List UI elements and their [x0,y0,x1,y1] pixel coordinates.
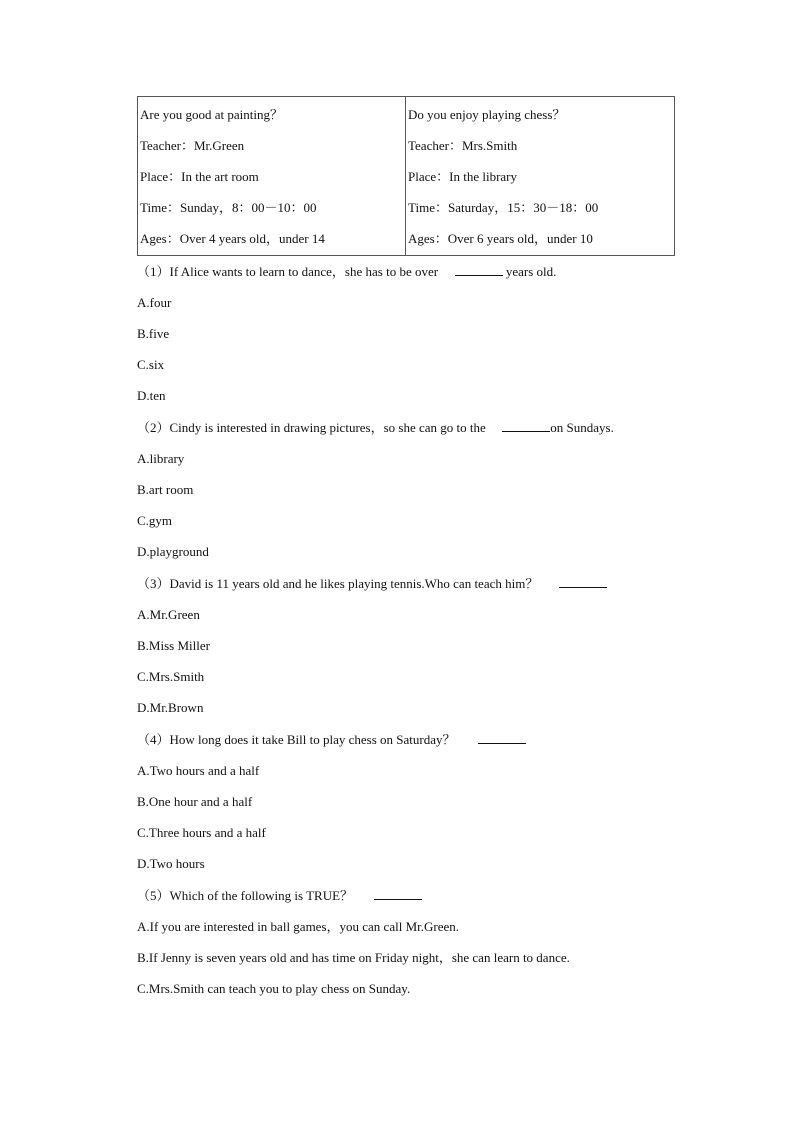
option-1c[interactable]: C.six [137,357,165,372]
chess-club-teacher: Teacher：Mrs.Smith [408,138,518,153]
painting-club-time: Time：Sunday，8：00－10：00 [140,200,317,215]
question-2-stem: （2）Cindy is interested in drawing pictures，so she can go to the [137,420,486,435]
question-1-stem-end: years old. [505,264,557,279]
painting-club-cell [138,97,406,255]
option-3d[interactable]: D.Mr.Brown [137,700,204,715]
chess-club-cell [406,97,674,255]
question-3-stem: （3）David is 11 years old and he likes playing tennis.Who can teach him？ [137,576,539,591]
option-2c[interactable]: C.gym [137,513,173,528]
painting-club-place: Place：In the art room [140,169,259,184]
option-3a[interactable]: A.Mr.Green [137,607,200,622]
question-4 [137,732,526,748]
answer-blank-4[interactable] [478,732,526,744]
option-4a[interactable]: A.Two hours and a half [137,763,260,778]
answer-blank-5[interactable] [374,888,422,900]
option-5b[interactable]: B.If Jenny is seven years old and has time on Friday night，she can learn to dance. [137,950,570,965]
question-1 [137,264,556,280]
question-5-stem: （5）Which of the following is TRUE？ [137,888,354,903]
chess-club-place: Place：In the library [408,169,518,184]
answer-blank-3[interactable] [559,576,607,588]
option-1b[interactable]: B.five [137,326,170,341]
chess-club-ages: Ages：Over 6 years old，under 10 [408,231,593,246]
question-5 [137,888,422,904]
painting-club-title: Are you good at painting？ [140,107,283,122]
question-1-stem: （1）If Alice wants to learn to dance，she has to be over [137,264,439,279]
answer-blank-2[interactable] [502,420,550,432]
activity-info-table [137,96,675,256]
painting-club-teacher: Teacher：Mr.Green [140,138,245,153]
option-5a[interactable]: A.If you are interested in ball games，you can call Mr.Green. [137,919,459,934]
option-2a[interactable]: A.library [137,451,185,466]
answer-blank-1[interactable] [455,264,503,276]
option-3c[interactable]: C.Mrs.Smith [137,669,205,684]
option-2b[interactable]: B.art room [137,482,194,497]
question-2-stem-end: on Sundays. [550,420,614,435]
chess-club-time: Time：Saturday，15：30－18：00 [408,200,599,215]
chess-club-title: Do you enjoy playing chess？ [408,107,566,122]
question-2 [137,420,614,436]
option-4b[interactable]: B.One hour and a half [137,794,253,809]
question-3 [137,576,607,592]
option-4d[interactable]: D.Two hours [137,856,205,871]
option-2d[interactable]: D.playground [137,544,209,559]
option-4c[interactable]: C.Three hours and a half [137,825,266,840]
painting-club-ages: Ages：Over 4 years old，under 14 [140,231,325,246]
option-1a[interactable]: A.four [137,295,172,310]
option-5c[interactable]: C.Mrs.Smith can teach you to play chess on Sunday. [137,981,411,996]
option-1d[interactable]: D.ten [137,388,166,403]
question-4-stem: （4）How long does it take Bill to play chess on Saturday？ [137,732,456,747]
option-3b[interactable]: B.Miss Miller [137,638,210,653]
